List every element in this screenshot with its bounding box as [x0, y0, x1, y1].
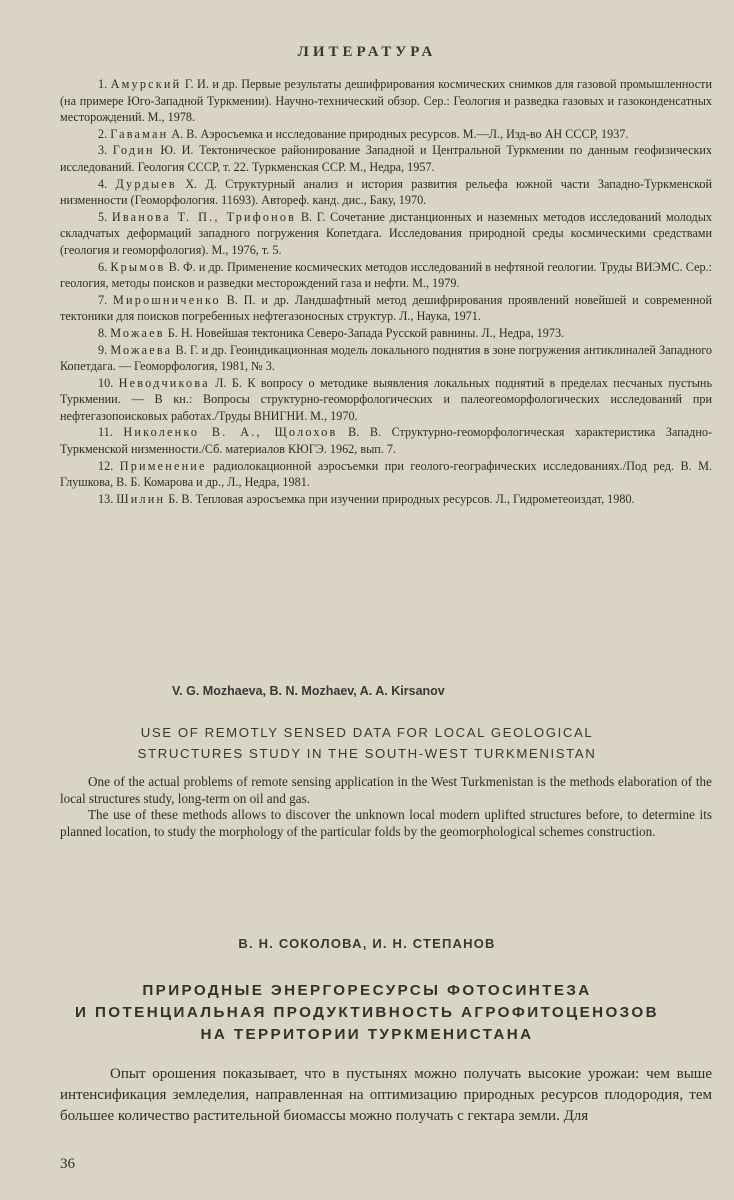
reference-text: В. Г. и др. Геоиндикационная модель локального поднятия в зоне погружения антиклиналей Западного Копетдага. — Геоморфология, 1981, № 3.	[60, 342, 712, 374]
reference-item	[60, 126, 712, 143]
reference-text: Б. В. Тепловая аэросъемка при изучении природных ресурсов. Л., Гидрометеоиздат, 1980.	[168, 491, 635, 506]
reference-author: Иванова Т. П., Трифонов	[111, 209, 297, 224]
reference-author: Крымов	[110, 259, 166, 274]
reference-number: 9.	[98, 342, 108, 357]
reference-item	[60, 424, 712, 457]
english-abstract-paragraph-1: One of the actual problems of remote sensing application in the West Turkmenistan is the methods elaboration of the local structures study, long-term on oil and gas.	[60, 774, 712, 806]
reference-author: Дурдыев	[115, 176, 177, 191]
english-title-line-2: STRUCTURES STUDY IN THE SOUTH-WEST TURKMENISTAN	[137, 746, 597, 761]
reference-text: В. Г. Сочетание дистанционных и наземных методов исследований молодых складчатых деформаций западного погружения Копетдага. Исследования природной среды космическими средствами (геология и геоморфология). М., 1976, т. 5.	[60, 209, 712, 257]
reference-item	[60, 325, 712, 342]
reference-author: Можаев	[110, 325, 165, 340]
russian-article-authors: В. Н. СОКОЛОВА, И. Н. СТЕПАНОВ	[238, 936, 496, 951]
reference-author: Гаваман	[110, 126, 169, 141]
reference-author: Можаева	[110, 342, 173, 357]
russian-article-body	[60, 1064, 712, 1127]
reference-number: 4.	[98, 176, 108, 191]
reference-text: Б. Н. Новейшая тектоника Северо-Запада Русской равнины. Л., Недра, 1973.	[167, 325, 565, 340]
reference-author: Годин	[112, 143, 155, 158]
russian-title-line-1: ПРИРОДНЫЕ ЭНЕРГОРЕСУРСЫ ФОТОСИНТЕЗА	[142, 982, 592, 999]
reference-number: 6.	[98, 259, 108, 274]
references-list	[60, 76, 712, 507]
reference-item	[60, 142, 712, 175]
reference-text: радиолокационной аэросъемки при геолого-географических исследованиях./Под ред. В. М. Глушкова, В. Б. Комарова и др., Л., Недра, 1981.	[60, 458, 712, 490]
reference-author: Николенко В. А., Щолохов	[123, 425, 338, 440]
page-number: 36	[60, 1156, 75, 1172]
reference-item	[60, 292, 712, 325]
reference-number: 13.	[98, 491, 114, 506]
reference-number: 5.	[98, 209, 108, 224]
reference-number: 11.	[98, 425, 113, 440]
reference-item	[60, 458, 712, 491]
reference-item	[60, 76, 712, 126]
reference-item	[60, 209, 712, 259]
english-title-line-1: USE OF REMOTLY SENSED DATA FOR LOCAL GEOLOGICAL	[140, 725, 594, 740]
reference-text: А. В. Аэросъемка и исследование природных ресурсов. М.—Л., Изд-во АН СССР, 1937.	[171, 126, 629, 141]
reference-author: Применение	[119, 458, 207, 473]
reference-text: Л. Б. К вопросу о методике выявления локальных поднятий в пределах песчаных пустынь Туркмении. — В кн.: Вопросы структурно-геоморфологических и палеогеоморфологических исследований при нефтегазопоисковых работах./Труды ВНИГНИ. М., 1970.	[60, 375, 712, 423]
reference-number: 3.	[98, 143, 108, 158]
reference-text: В. Ф. и др. Применение космических методов исследований в нефтяной геологии. Труды ВИЭМС. Сер.: геология, методы поисков и разведки месторождений газа и нефти. М., 1979.	[60, 259, 713, 291]
reference-number: 2.	[98, 126, 108, 141]
english-abstract	[60, 774, 712, 840]
reference-number: 1.	[98, 77, 108, 91]
english-article-title	[0, 722, 734, 764]
russian-title-line-3: НА ТЕРРИТОРИИ ТУРКМЕНИСТАНА	[200, 1026, 534, 1043]
reference-number: 7.	[98, 292, 108, 307]
reference-number: 8.	[98, 325, 108, 340]
reference-author: Амурский	[110, 77, 182, 91]
reference-item	[60, 259, 712, 292]
reference-author: Шилин	[116, 491, 166, 506]
russian-article-title	[0, 980, 734, 1046]
russian-body-paragraph-1: Опыт орошения показывает, что в пустынях можно получать высокие урожаи: чем выше интенсификация земледелия, направленная на оптимизацию природных ресурсов плодородия, тем большее количество растительной биомассы можно получать с гектара земли. Для	[60, 1066, 712, 1124]
english-article-authors: V. G. Mozhaeva, B. N. Mozhaev, A. A. Kirsanov	[172, 684, 445, 698]
reference-item	[60, 342, 712, 375]
reference-author: Мирошниченко	[112, 292, 221, 307]
reference-text: Г. И. и др. Первые результаты дешифрирования космических снимков для газовой промышленности (на примере Юго-Западной Туркмении). Научно-технический обзор. Сер.: Геология и разведка газовых и газоконденсатных месторождений. М., 1978.	[60, 77, 713, 125]
reference-item	[60, 176, 712, 209]
references-heading: ЛИТЕРАТУРА	[297, 44, 437, 60]
reference-text: Х. Д. Структурный анализ и история развития рельефа южной части Западно-Туркменской низменности (Геоморфология. 11693). Автореф. канд. дис., Баку, 1970.	[60, 176, 713, 208]
reference-text: В. В. Структурно-геоморфологическая характеристика Западно-Туркменской низменности./Сб. материалов КЮГЭ. 1962, вып. 7.	[60, 425, 713, 457]
reference-text: Ю. И. Тектоническое районирование Западной и Центральной Туркмении по данным геофизических исследований. Геология СССР, т. 22. Туркменская ССР. М., Недра, 1957.	[60, 143, 713, 174]
reference-item	[60, 375, 712, 425]
reference-number: 10.	[98, 375, 114, 390]
reference-author: Неводчикова	[118, 375, 210, 390]
russian-title-line-2: И ПОТЕНЦИАЛЬНАЯ ПРОДУКТИВНОСТЬ АГРОФИТОЦЕНОЗОВ	[75, 1004, 659, 1021]
english-abstract-paragraph-2: The use of these methods allows to discover the unknown local modern uplifted structures before, to determine its planned location, to study the morphology of the particular folds by the geomorphological schemes construction.	[60, 807, 712, 839]
reference-number: 12.	[98, 458, 114, 473]
reference-text: В. П. и др. Ландшафтный метод дешифрирования проявлений новейшей и современной тектоники для поисков погребенных нефтегазоносных структур. Л., Наука, 1971.	[60, 292, 713, 324]
reference-item	[60, 491, 712, 508]
